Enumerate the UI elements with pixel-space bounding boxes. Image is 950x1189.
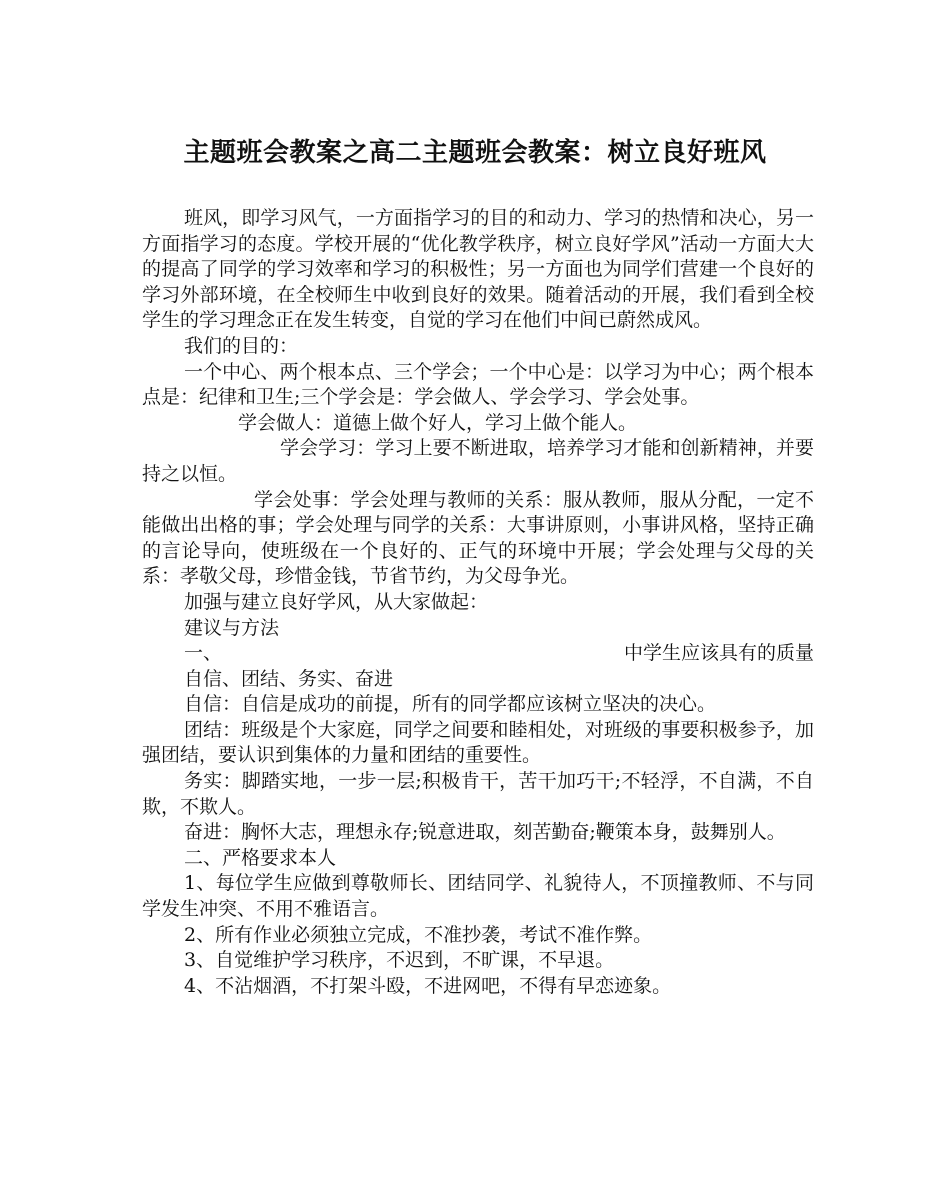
paragraph-unity: 团结：班级是个大家庭，同学之间要和睦相处，对班级的事要积极参予，加强团结，要认识到集体的力量和团结的重要性。: [142, 718, 814, 767]
document-body: [142, 206, 814, 999]
rule-item-3: 3、自觉维护学习秩序，不迟到，不旷课，不早退。: [184, 949, 615, 972]
paragraph-qualities: 自信、团结、务实、奋进: [184, 667, 394, 690]
section-one-heading: [142, 641, 814, 667]
paragraph-confidence: 自信：自信是成功的前提，所有的同学都应该树立坚决的决心。: [184, 693, 717, 716]
rule-item-2: 2、所有作业必须独立完成，不准抄袭，考试不准作弊。: [184, 923, 653, 946]
paragraph-pragmatic: 务实：脚踏实地，一步一层;积极肯干，苦干加巧干;不轻浮，不自满，不自欺，不欺人。: [142, 770, 814, 818]
rule-item-1: 1、每位学生应做到尊敬师长、团结同学、礼貌待人，不顶撞教师、不与同学发生冲突、不用不雅语言。: [142, 872, 814, 921]
section-one-number: 一、: [184, 642, 223, 665]
document-title: 主题班会教案之高二主题班会教案：树立良好班风: [183, 138, 767, 168]
section-one-title: 中学生应该具有的质量: [623, 642, 814, 665]
paragraph-progress: 奋进：胸怀大志，理想永存;锐意进取，刻苦勤奋;鞭策本身，鼓舞别人。: [184, 821, 786, 844]
paragraph-strengthen: 加强与建立良好学风，从大家做起：: [184, 590, 489, 613]
paragraph-goals: 一个中心、两个根本点、三个学会；一个中心是：以学习为中心；两个根本点是：纪律和卫生;三个学会是：学会做人、学会学习、学会处事。: [142, 360, 814, 409]
paragraph-intro: 班风，即学习风气，一方面指学习的目的和动力、学习的热情和决心，另一方面指学习的态度。学校开展的“优化教学秩序，树立良好学风”活动一方面大大的提高了同学的学习效率和学习的积极性；另一方面也为同学们营建一个良好的学习外部环境，在全校师生中收到良好的效果。随着活动的开展，我们看到全校学生的学习理念正在发生转变，自觉的学习在他们中间已蔚然成风。: [142, 207, 814, 332]
paragraph-learn-study: 学会学习：学习上要不断进取，培养学习才能和创新精神，并要持之以恒。: [142, 437, 814, 485]
rule-item-4: 4、不沾烟酒，不打架斗殴，不进网吧，不得有早恋迹象。: [184, 974, 672, 997]
paragraph-learn-affairs: 学会处事：学会处理与教师的关系：服从教师，服从分配，一定不能做出出格的事；学会处理与同学的关系：大事讲原则，小事讲风格，坚持正确的言论导向，使班级在一个良好的、正气的环境中开展；学会处理与父母的关系：孝敬父母，珍惜金钱，节省节约，为父母争光。: [142, 488, 814, 588]
paragraph-suggestions-heading: 建议与方法: [184, 616, 280, 639]
paragraph-goal-heading: 我们的目的：: [184, 334, 299, 357]
paragraph-learn-conduct: 学会做人：道德上做个好人，学习上做个能人。: [238, 411, 638, 434]
section-two-heading: 二、严格要求本人: [184, 846, 337, 869]
